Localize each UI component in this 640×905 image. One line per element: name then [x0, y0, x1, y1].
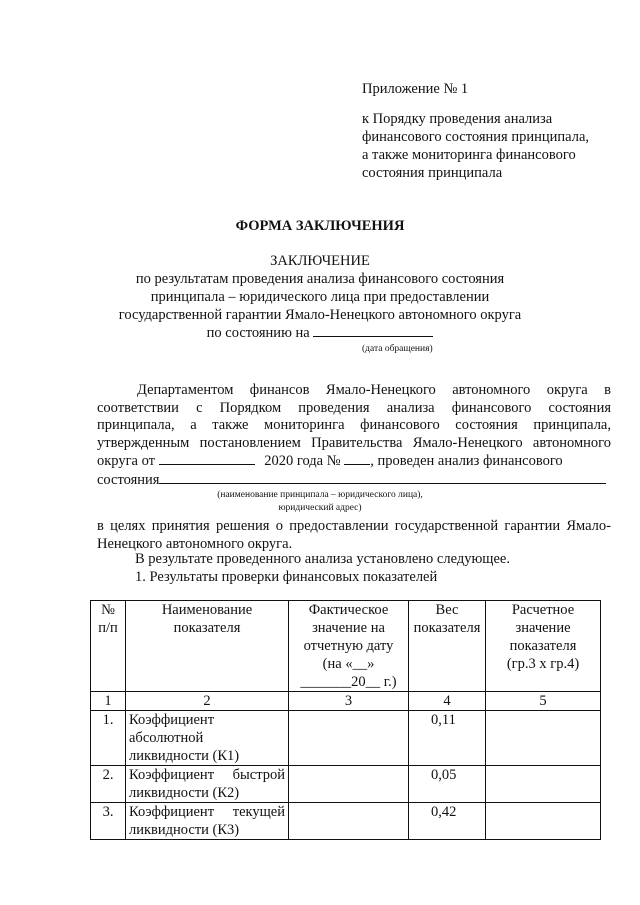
row-name: [126, 711, 289, 766]
row-name-line: ликвидности (К1): [129, 748, 240, 764]
row-calc: [486, 711, 601, 766]
row-num: 3.: [91, 803, 126, 840]
row-num: 2.: [91, 766, 126, 803]
paragraph-line: соответствии с Порядком проведения анализа финансового состояния: [97, 399, 611, 416]
column-number-row: [91, 692, 601, 711]
header-calc: [486, 601, 601, 692]
header-text: п/п: [98, 620, 118, 636]
row-weight: 0,11: [409, 711, 486, 766]
header-text: _______20__ г.): [300, 674, 397, 690]
annex-line: к Порядку проведения анализа: [362, 111, 553, 127]
annex-line: финансового состояния принципала,: [362, 129, 590, 145]
table-row: [91, 711, 601, 766]
table-row: [91, 766, 601, 803]
row-num: 1.: [91, 711, 126, 766]
header-text: отчетную дату: [303, 638, 394, 654]
row-weight: 0,42: [409, 803, 486, 840]
conclusion-subtitle: [0, 270, 640, 342]
row-name-line: ликвидности (К3): [129, 822, 240, 838]
paragraph-result: В результате проведенного анализа установлено следующее.: [135, 551, 510, 567]
row-calc: [486, 766, 601, 803]
paragraph-purpose: [97, 518, 611, 553]
paragraph-line: принципала, а также мониторинга финансового состояния принципала,: [97, 417, 611, 433]
paragraph-line: Департаментом финансов Ямало-Ненецкого автономного округа в: [137, 382, 611, 398]
row-name-line: Коэффициент: [129, 712, 215, 728]
conclusion-title: ЗАКЛЮЧЕНИЕ: [270, 253, 370, 269]
header-num: [91, 601, 126, 692]
text-year-number: 2020 года №: [264, 453, 341, 469]
col-number: 5: [486, 692, 601, 711]
text-analysis-done: , проведен анализ финансового: [370, 453, 563, 469]
row-weight: 0,05: [409, 766, 486, 803]
header-text: (на «__»: [322, 656, 375, 672]
paragraph-line: в целях принятия решения о предоставлении государственной гарантии Ямало-: [97, 518, 611, 534]
table-header-row: [91, 601, 601, 692]
text-sostoyaniya: состояния: [97, 471, 160, 488]
conclusion-subtitle-line: государственной гарантии Ямало-Ненецкого автономного округа: [118, 307, 522, 323]
header-text: значение на: [312, 620, 385, 636]
as-of-label: по состоянию на: [206, 325, 310, 341]
row-name-line: ликвидности (К2): [129, 785, 240, 801]
header-weight: [409, 601, 486, 692]
paragraph-line: Ненецкого автономного округа.: [97, 535, 293, 552]
table-row: [91, 803, 601, 840]
section-heading: 1. Результаты проверки финансовых показателей: [135, 569, 438, 585]
principal-hint-2: юридический адрес): [278, 503, 362, 513]
conclusion-subtitle-line: принципала – юридического лица при предоставлении: [150, 289, 490, 305]
header-text: Фактическое: [308, 602, 389, 618]
paragraph-line-principal: [97, 471, 611, 490]
row-actual: [289, 711, 409, 766]
row-name: [126, 766, 289, 803]
header-text: показателя: [509, 638, 577, 654]
header-text: Вес: [435, 602, 459, 618]
principal-hint-1: (наименование принципала – юридического лица),: [217, 490, 423, 500]
header-text: (гр.3 х гр.4): [506, 656, 580, 672]
row-name-line: Коэффициент текущей: [129, 804, 285, 820]
paragraph-line: утвержденным постановлением Правительства Ямало-Ненецкого автономного: [97, 434, 611, 451]
row-name: [126, 803, 289, 840]
header-actual: [289, 601, 409, 692]
annex-number: Приложение № 1: [362, 81, 469, 97]
header-text: Расчетное: [511, 602, 575, 618]
as-of-line: [0, 324, 640, 342]
col-number: 3: [289, 692, 409, 711]
col-number: 4: [409, 692, 486, 711]
number-blank: [344, 452, 370, 465]
text-okruga-ot: округа от: [97, 453, 156, 469]
date-blank-decree: [159, 452, 255, 465]
paragraph-line-date: [97, 452, 611, 471]
row-actual: [289, 766, 409, 803]
header-text: Наименование: [161, 602, 253, 618]
annex-line: состояния принципала: [362, 165, 503, 181]
conclusion-subtitle-line: по результатам проведения анализа финансового состояния: [135, 271, 505, 287]
form-title: ФОРМА ЗАКЛЮЧЕНИЯ: [235, 218, 405, 234]
header-text: показателя: [173, 620, 241, 636]
row-actual: [289, 803, 409, 840]
col-number: 1: [91, 692, 126, 711]
header-text: №: [101, 602, 115, 618]
row-calc: [486, 803, 601, 840]
principal-blank: [159, 471, 606, 484]
annex-block: [362, 80, 589, 182]
header-text: показателя: [413, 620, 481, 636]
row-name-line: абсолютной: [129, 730, 204, 746]
date-hint: (дата обращения): [362, 344, 433, 354]
header-name: [126, 601, 289, 692]
paragraph-main: [97, 382, 611, 489]
header-text: значение: [515, 620, 571, 636]
indicators-table: [90, 600, 601, 840]
col-number: 2: [126, 692, 289, 711]
date-blank: [313, 324, 433, 337]
row-name-line: Коэффициент быстрой: [129, 767, 285, 783]
annex-line: а также мониторинга финансового: [362, 147, 576, 163]
